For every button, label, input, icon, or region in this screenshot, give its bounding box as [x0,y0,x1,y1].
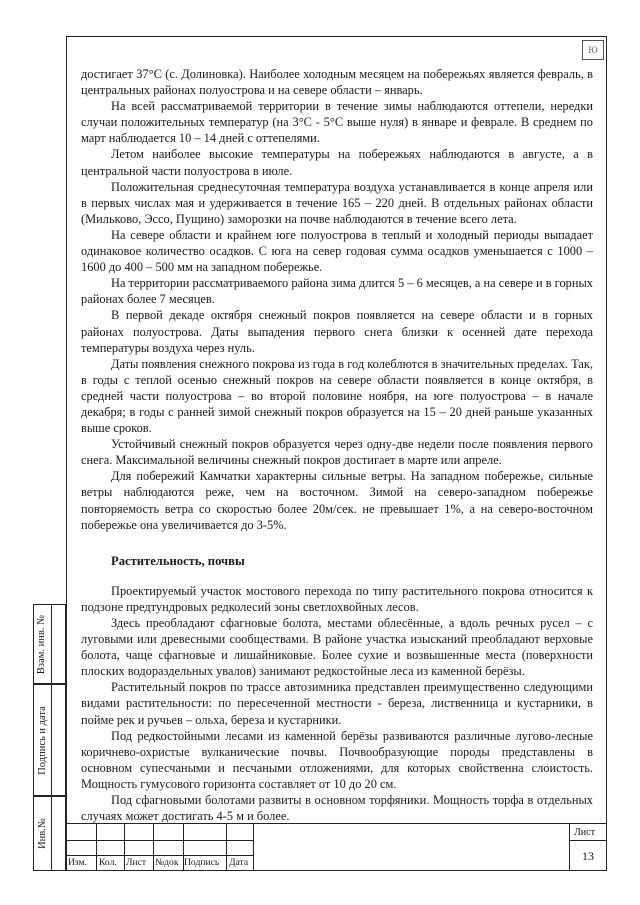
document-body [81,66,593,824]
paragraph: Даты появления снежного покрова из года в год колеблются в значительных пределах. Так, в годы с теплой осенью снежный покров на севере области появляется в конце октября, в средней части полуострова – во второй половине ноября, на юге полуострова – в начале декабря; в годы с ранней зимой снежный покров образуется на 15 – 20 дней раньше указанных выше сроков. [81,356,593,436]
corner-mark: Ю [582,40,604,60]
paragraph: В первой декаде октября снежный покров появляется на севере области и в горных районах полуострова. Даты выпадения первого снега близки к осенней дате перехода температуры воздуха через нуль. [81,308,593,355]
paragraph: На всей рассматриваемой территории в течение зимы наблюдаются оттепели, нередки случаи положительных температур (на 3°C - 5°C выше нуля) в январе и феврале. В среднем по март наблюдается 10 – 14 дней с оттепелями. [81,99,593,146]
col-ndok: №док [155,857,179,868]
side-label-podpis-data: Подпись и дата [36,705,48,775]
paragraph: Здесь преобладают сфагновые болота, местами облесённые, а вдоль речных русел – с луговыми или древесными сообществами. В районе участка изысканий преобладают верховые болота, чаще сфагновые и лишайниковые. Более сухие и возвышенные места (поверхности плоских водораздельных увалов) занимают редкостойные леса из каменной берёзы. [81,616,593,679]
sheet-label: Лист [574,827,595,838]
section-title: Растительность, почвы [111,553,245,568]
paragraph: На севере области и крайнем юге полуострова в теплый и холодный периоды выпадает одинаковое количество осадков. С юга на север годовая сумма осадков уменьшается с 1000 – 1600 до 400 – 500 мм на западном побережье. [81,227,593,275]
col-data: Дата [229,857,249,868]
side-label-inv-podl: Инв.№ [36,818,48,849]
paragraph: Положительная среднесуточная температура воздуха устанавливается в конце апреля или в первых числах мая и удерживается в течение 165 – 220 дней. В отдельных районах области (Мильково, Эссо, Пущино) заморозки на почве наблюдаются в течение всего лета. [81,179,593,226]
title-block [66,823,607,871]
paragraph: Под редкостойными лесами из каменной берёзы развиваются различные лугово-лесные коричнево-охристые вулканические почвы. Почвообразующие породы представлены в основном супесчаными и песчаными отложениями, для которых свойственна слоистость. Мощность гумусового горизонта составляет от 10 до 20 см. [81,728,593,791]
side-stamp-podpis-data [33,684,66,796]
col-list: Лист [126,857,147,868]
paragraph: Проектируемый участок мостового перехода по типу растительного покрова относится к подзоне предтундровых редколесий зоны светлохвойных лесов. [81,583,593,614]
paragraph: Летом наиболее высокие температуры на побережьях наблюдаются в августе, а в центральной части полуострова в июле. [81,147,593,178]
paragraph: Растительный покров по трассе автозимника представлен преимущественно следующими видами растительности: по пересеченной местности - береза, лиственница и кустарники, в пойме рек и ручьев – ольха, береза и кустарники. [81,680,593,727]
col-podpis: Подпись [184,857,220,868]
sheet-number: 13 [582,849,594,863]
paragraph: Под сфагновыми болотами развиты в основном торфяники. Мощность торфа в отдельных случаях может достигать 4-5 м и более. [81,793,593,824]
side-stamp-vzam-inv [33,604,66,684]
side-stamp-inv-podl [33,796,66,871]
paragraph: Устойчивый снежный покров образуется через одну-две недели после появления первого снега. Максимальной величины снежный покров достигает в марте или апреле. [81,437,593,468]
paragraph: На территории рассматриваемого района зима длится 5 – 6 месяцев, а на севере и в горных районах более 7 месяцев. [81,276,593,307]
paragraph: достигает 37°C (с. Долиновка). Наиболее холодным месяцем на побережьях является февраль, в центральных районах полуострова и на севере области – январь. [81,67,593,98]
col-kol: Кол. [99,857,117,868]
paragraph: Для побережий Камчатки характерны сильные ветры. На западном побережье, сильные ветры наблюдаются реже, чем на восточном. Зимой на северо-западном побережье повторяемость ветра со скоростью более 20м/сек. не превышает 1%, а на северо-восточном побережье она увеличивается до 3-5%. [81,469,593,532]
side-label-vzam-inv: Взам. инв. № [36,614,48,674]
col-izm: Изм. [68,857,88,868]
